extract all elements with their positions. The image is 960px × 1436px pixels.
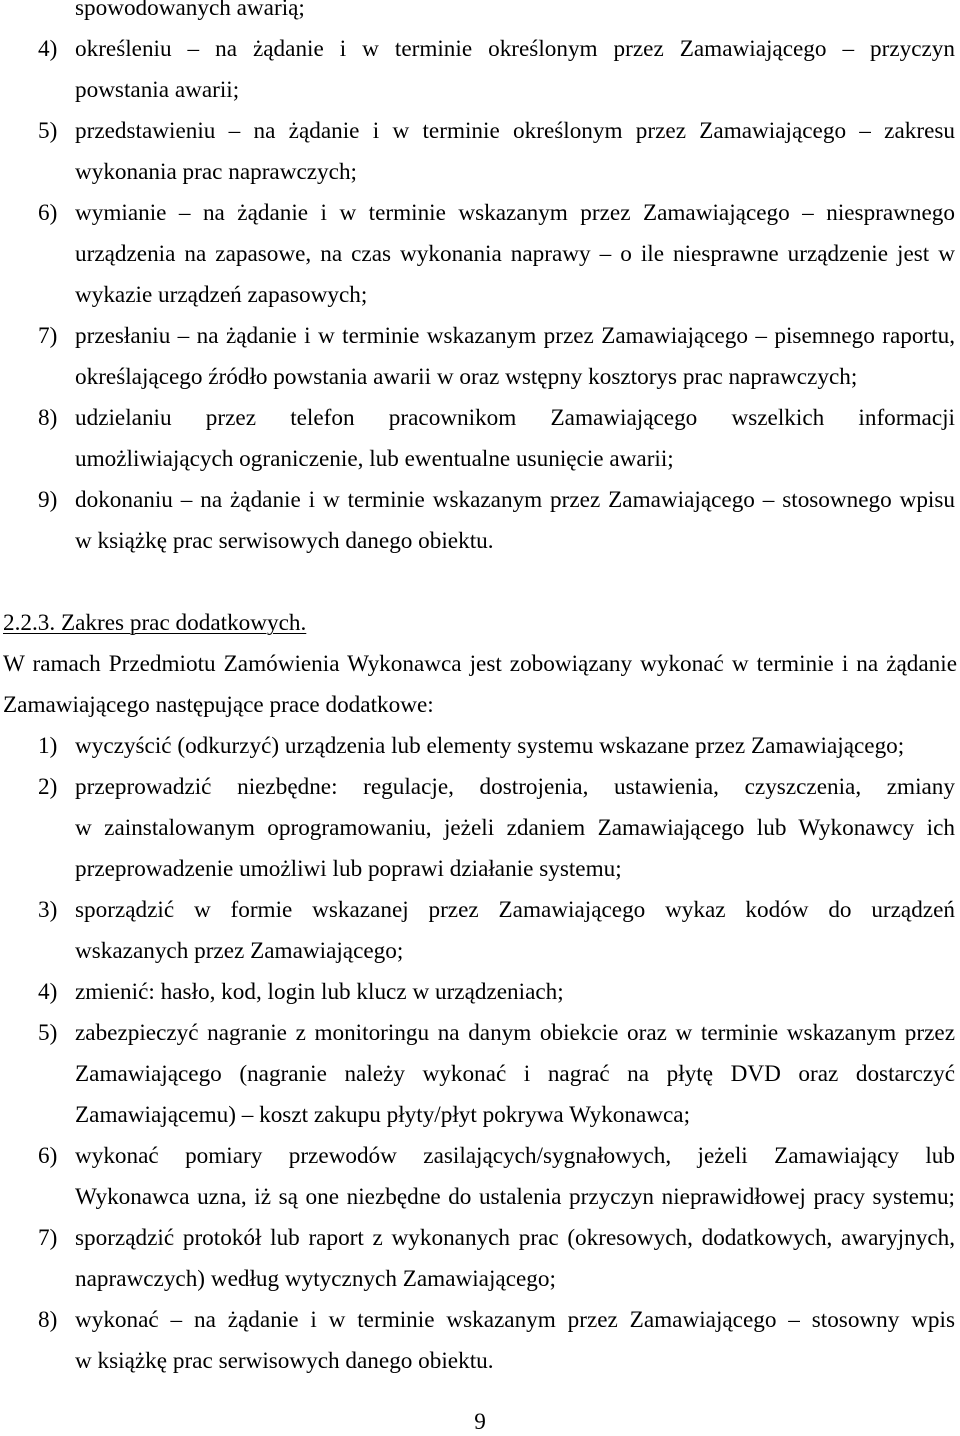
list-number: 4)	[38, 36, 58, 62]
list-number: 3)	[38, 897, 58, 923]
list-number: 5)	[38, 1020, 58, 1046]
list-item	[0, 398, 960, 480]
paragraph-line: Zamawiającego następujące prace dodatkowe:	[3, 692, 434, 718]
list-number: 6)	[38, 200, 58, 226]
list-item	[0, 193, 960, 316]
list-number: 8)	[38, 1307, 58, 1333]
list-line: udzielaniu przez telefon pracownikom Zamawiającego wszelkich informacji	[75, 405, 955, 431]
list-item	[0, 480, 960, 562]
list-line: w książkę prac serwisowych danego obiektu.	[75, 528, 494, 554]
list-item-text	[75, 111, 955, 193]
list-item	[0, 111, 960, 193]
list-item-text	[75, 1300, 955, 1382]
list-line: wymianie – na żądanie i w terminie wskazanym przez Zamawiającego – niesprawnego	[75, 200, 955, 226]
list-line: powstania awarii;	[75, 77, 240, 103]
list-item	[0, 726, 960, 767]
list-line: wykazie urządzeń zapasowych;	[75, 282, 368, 308]
list-line: zmienić: hasło, kod, login lub klucz w urządzeniach;	[75, 979, 564, 1005]
list-line: wyczyścić (odkurzyć) urządzenia lub elementy systemu wskazane przez Zamawiającego;	[75, 733, 905, 759]
list-item-text	[75, 1218, 955, 1300]
list-line: przeprowadzić niezbędne: regulacje, dostrojenia, ustawienia, czyszczenia, zmiany	[75, 774, 955, 800]
list-item-text	[75, 767, 955, 890]
list-item	[0, 972, 960, 1013]
list-item-text	[75, 316, 955, 398]
list-item	[0, 1136, 960, 1218]
list-item-text	[75, 29, 955, 111]
list-number: 1)	[38, 733, 58, 759]
list-item-text	[75, 193, 955, 316]
list-number: 8)	[38, 405, 58, 431]
section-intro	[0, 644, 960, 726]
list-line: wykonać – na żądanie i w terminie wskazanym przez Zamawiającego – stosowny wpis	[75, 1307, 955, 1333]
list-item-text	[75, 726, 955, 767]
section-heading-text: 2.2.3. Zakres prac dodatkowych.	[3, 610, 307, 636]
list-item	[0, 890, 960, 972]
list-line: zabezpieczyć nagranie z monitoringu na danym obiekcie oraz w terminie wskazanym przez	[75, 1020, 955, 1046]
list-item	[0, 1300, 960, 1382]
list-item-text	[75, 972, 955, 1013]
list-item-text	[75, 1136, 955, 1218]
list-item-text	[75, 398, 955, 480]
list-line: urządzenia na zapasowe, na czas wykonania naprawy – o ile niesprawne urządzenie jest w	[75, 241, 955, 267]
list-line: dokonaniu – na żądanie i w terminie wskazanym przez Zamawiającego – stosownego wpisu	[75, 487, 955, 513]
list-line: sporządzić protokół lub raport z wykonanych prac (okresowych, dodatkowych, awaryjnych,	[75, 1225, 955, 1251]
list-number: 9)	[38, 487, 58, 513]
list-line: przedstawieniu – na żądanie i w terminie określonym przez Zamawiającego – zakresu	[75, 118, 955, 144]
list-line: w zainstalowanym oprogramowaniu, jeżeli zdaniem Zamawiającego lub Wykonawcy ich	[75, 815, 955, 841]
list-line: Zamawiającego (nagranie należy wykonać i nagrać na płytę DVD oraz dostarczyć	[75, 1061, 955, 1087]
list-item	[0, 316, 960, 398]
list-line: Zamawiającemu) – koszt zakupu płyty/płyt pokrywa Wykonawca;	[75, 1102, 691, 1128]
obligations-list	[0, 29, 960, 562]
list-item	[0, 1013, 960, 1136]
list-number: 7)	[38, 1225, 58, 1251]
paragraph-line: W ramach Przedmiotu Zamówienia Wykonawca jest zobowiązany wykonać w terminie i na żądanie	[3, 651, 957, 677]
list-line: przeprowadzenie umożliwi lub poprawi działanie systemu;	[75, 856, 622, 882]
list-line: umożliwiających ograniczenie, lub ewentualne usunięcie awarii;	[75, 446, 674, 472]
list-item	[0, 1218, 960, 1300]
list-line: określającego źródło powstania awarii w oraz wstępny kosztorys prac naprawczych;	[75, 364, 858, 390]
additional-work-list	[0, 726, 960, 1382]
section-heading	[3, 603, 960, 644]
list-number: 5)	[38, 118, 58, 144]
list-item-text	[75, 890, 955, 972]
list-number: 6)	[38, 1143, 58, 1169]
list-number: 2)	[38, 774, 58, 800]
list-line: określeniu – na żądanie i w terminie określonym przez Zamawiającego – przyczyn	[75, 36, 955, 62]
page-number: 9	[474, 1409, 486, 1435]
list-line: przesłaniu – na żądanie i w terminie wskazanym przez Zamawiającego – pisemnego raportu,	[75, 323, 955, 349]
list-number: 4)	[38, 979, 58, 1005]
list-line: wykonać pomiary przewodów zasilających/sygnałowych, jeżeli Zamawiający lub	[75, 1143, 955, 1169]
list-line: wykonania prac naprawczych;	[75, 159, 357, 185]
list-line: Wykonawca uzna, iż są one niezbędne do ustalenia przyczyn nieprawidłowej pracy systemu;	[75, 1184, 955, 1210]
list-line: sporządzić w formie wskazanej przez Zamawiającego wykaz kodów do urządzeń	[75, 897, 955, 923]
list-number: 7)	[38, 323, 58, 349]
continuation-line: spowodowanych awarią;	[75, 0, 305, 21]
list-item	[0, 767, 960, 890]
list-line: w książkę prac serwisowych danego obiektu.	[75, 1348, 494, 1374]
list-item	[0, 29, 960, 111]
list-line: wskazanych przez Zamawiającego;	[75, 938, 404, 964]
list-item-text	[75, 480, 955, 562]
list-item-text	[75, 1013, 955, 1136]
list-line: naprawczych) według wytycznych Zamawiającego;	[75, 1266, 556, 1292]
